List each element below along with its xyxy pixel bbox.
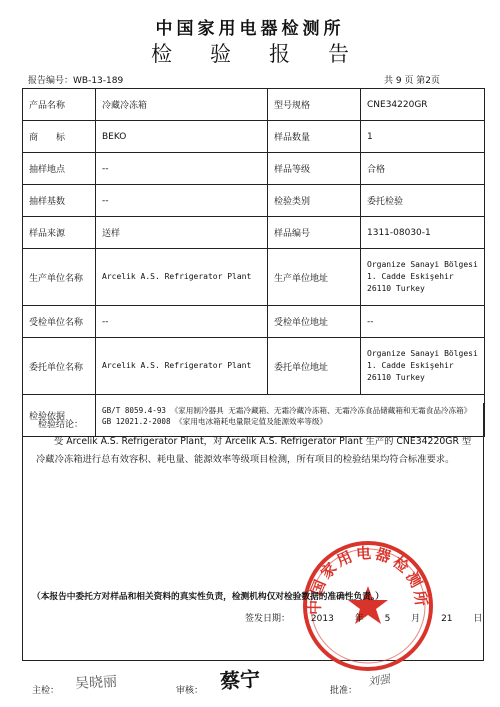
field-label: 生产单位地址 xyxy=(268,249,361,306)
year-unit: 年 xyxy=(354,614,364,624)
field-label: 抽样地点 xyxy=(23,153,96,185)
field-value: BEKO xyxy=(96,121,268,153)
field-label: 受检单位名称 xyxy=(23,306,96,338)
reviewer-signature: 蔡宁 xyxy=(219,666,261,694)
field-label: 产品名称 xyxy=(23,89,96,121)
issue-date-month: 5 xyxy=(384,614,391,624)
seal-text: 中国家用电器检测所 xyxy=(305,543,431,615)
main-inspector-signature: 吴晓丽 xyxy=(74,673,118,693)
main-inspector-label: 主检： xyxy=(32,686,60,696)
field-label: 委托单位名称 xyxy=(23,338,96,395)
issue-date-label: 签发日期： xyxy=(245,614,291,624)
field-value: 委托检验 xyxy=(361,185,485,217)
reviewer-label: 审核： xyxy=(176,686,204,696)
report-number: 报告编号：WB-13-189 xyxy=(28,76,124,86)
field-label: 样品编号 xyxy=(268,217,361,249)
table-row xyxy=(23,89,485,121)
table-row xyxy=(23,153,485,185)
basis-line: GB/T 8059.4-93 《家用制冷器具 无霜冷藏箱、无霜冷藏冷冻箱、无霜冷冻食品储藏箱和无霜食品冷冻箱》 xyxy=(102,405,472,415)
field-label: 样品来源 xyxy=(23,217,96,249)
month-unit: 月 xyxy=(411,614,421,624)
conclusion-text: 受 Arcelik A.S. Refrigerator Plant，对 Arcelik A.S. Refrigerator Plant 生产的 CNE34220GR 型冷藏冷冻箱进行总有效容积、耗电量、能源效率等级项目检测，所有项目的检验结果均符合标准要求。 xyxy=(36,436,472,465)
field-label: 委托单位地址 xyxy=(268,338,361,395)
basis-line: GB 12021.2-2008 《家用电冰箱耗电量限定值及能源效率等级》 xyxy=(102,416,328,426)
field-value: -- xyxy=(96,306,268,338)
day-unit: 日 xyxy=(473,614,483,624)
field-label: 抽样基数 xyxy=(23,185,96,217)
field-label: 样品等级 xyxy=(268,153,361,185)
issue-date xyxy=(245,611,482,624)
field-value: 送样 xyxy=(96,217,268,249)
field-label: 样品数量 xyxy=(268,121,361,153)
page-count: 共 9 页 第2页 xyxy=(383,76,440,86)
issue-date-day: 21 xyxy=(441,614,453,624)
disclaimer: （本报告中委托方对样品和相关资料的真实性负责，检测机构仅对检验数据的准确性负责。） xyxy=(32,592,384,602)
table-row xyxy=(23,249,485,306)
field-label: 商 标 xyxy=(23,121,96,153)
field-value: 合格 xyxy=(361,153,485,185)
table-row xyxy=(23,121,485,153)
table-row xyxy=(23,338,485,395)
org-name: 中国家用电器检测所 xyxy=(155,19,345,39)
field-label: 生产单位名称 xyxy=(23,249,96,306)
field-value: Arcelik A.S. Refrigerator Plant xyxy=(96,338,268,395)
table-row xyxy=(23,217,485,249)
field-value: CNE34220GR xyxy=(361,89,485,121)
field-label: 型号规格 xyxy=(268,89,361,121)
field-value: -- xyxy=(361,306,485,338)
conclusion-title: 检验结论： xyxy=(38,420,84,430)
report-title: 检验报告 xyxy=(151,42,387,66)
table-row xyxy=(23,185,485,217)
info-table xyxy=(22,88,485,437)
field-value: -- xyxy=(96,185,268,217)
field-value: 1 xyxy=(361,121,485,153)
field-value: Organize Sanayi Bölgesi 1. Cadde Eskişehir 26110 Turkey xyxy=(361,338,485,395)
table-row xyxy=(23,306,485,338)
field-value: 冷藏冷冻箱 xyxy=(96,89,268,121)
official-seal xyxy=(300,538,436,674)
field-value: Organize Sanayi Bölgesi 1. Cadde Eskişehir 26110 Turkey xyxy=(361,249,485,306)
field-label: 检验类别 xyxy=(268,185,361,217)
field-label: 检验依据 xyxy=(23,395,96,437)
field-value: -- xyxy=(96,153,268,185)
issue-date-year: 2013 xyxy=(310,614,334,624)
field-value: Arcelik A.S. Refrigerator Plant xyxy=(96,249,268,306)
field-label: 受检单位地址 xyxy=(268,306,361,338)
field-value: 1311-08030-1 xyxy=(361,217,485,249)
approver-label: 批准： xyxy=(330,686,358,696)
approver-signature: 刘强 xyxy=(367,672,391,689)
